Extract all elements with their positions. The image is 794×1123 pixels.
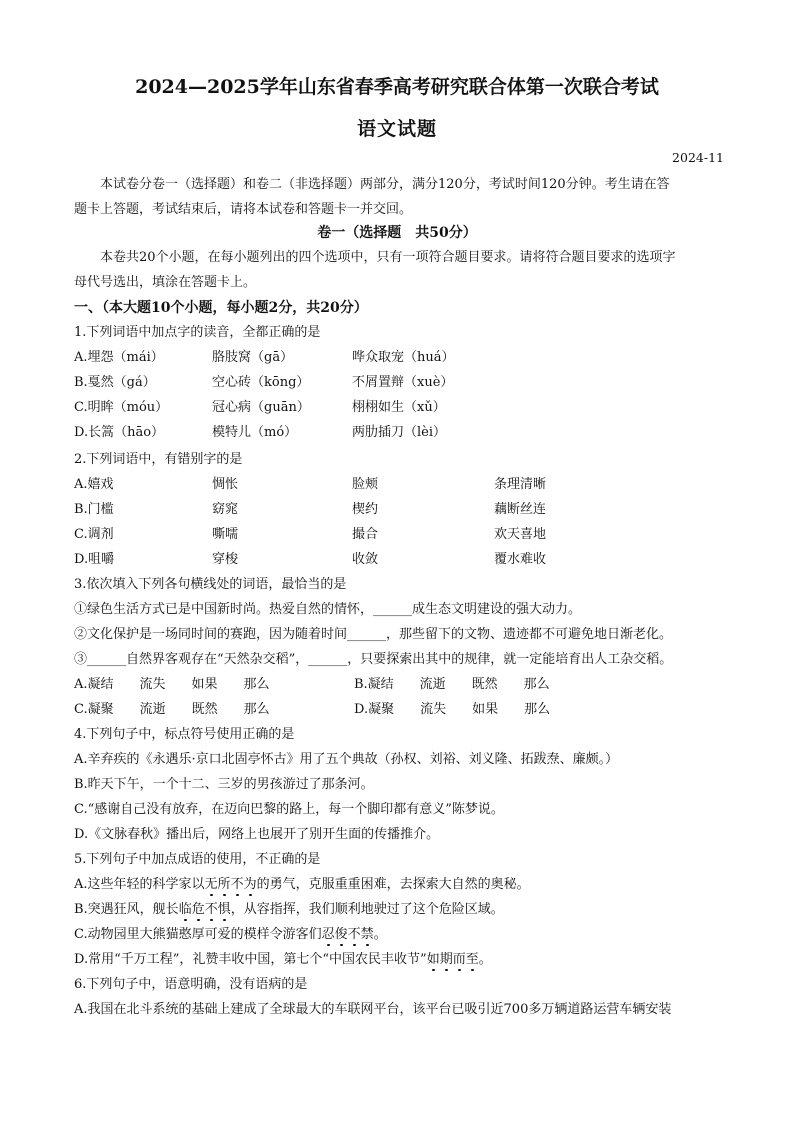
q4-option-b: B.昨天下午，一个十二、三岁的男孩游过了那条河。 xyxy=(74,777,374,792)
exam-date: 2024-11 xyxy=(672,150,724,165)
q2-d-4: 覆水难收 xyxy=(494,552,547,567)
emphasis-char: 忍 xyxy=(321,927,335,942)
q3-sentence-2: ②文化保护是一场同时间的赛跑，因为随着时间______，那些留下的文物、遗迹都不可避免地日渐老化。 xyxy=(74,627,673,642)
q5-option-d xyxy=(74,952,492,968)
emphasis-char: 临 xyxy=(178,902,192,917)
q1-b-3: 不屑置辩（xuè） xyxy=(352,375,454,390)
emphasis-char: 不 xyxy=(230,877,244,892)
q4-stem: 4.下列句子中，标点符号使用正确的是 xyxy=(74,727,295,742)
emphasis-char: 如 xyxy=(426,952,440,967)
q1-a-3: 哗众取宠（huá） xyxy=(352,350,455,365)
emphasis-char: 所 xyxy=(217,877,231,892)
q2-b-1: B.门槛 xyxy=(74,502,114,517)
section1-heading: 一、（本大题10个小题，每小题2分，共20分） xyxy=(74,300,368,316)
q5-d-idiom xyxy=(427,952,479,967)
q3-option-a: A.凝结 流失 如果 那么 xyxy=(74,677,270,692)
q1-c-3: 栩栩如生（xǔ） xyxy=(352,400,446,415)
emphasis-char: 不 xyxy=(347,927,361,942)
q5-option-b xyxy=(74,902,504,918)
q1-b-2: 空心砖（kōng） xyxy=(212,375,310,390)
q6-option-a: A.我国在北斗系统的基础上建成了全球最大的车联网平台，该平台已吸引近700多万辆道路运营车辆安装 xyxy=(74,1002,672,1017)
emphasis-char: 而 xyxy=(452,952,466,967)
q5-c-pre: C.动物园里大熊猫憨厚可爱的模样令游客们 xyxy=(74,927,322,942)
q3-sentence-3: ③______自然界客观存在“天然杂交稻”，______，只要探索出其中的规律，就一定能培育出人工杂交稻。 xyxy=(74,652,673,667)
q2-c-3: 撮合 xyxy=(352,527,379,542)
q2-d-1: D.咀嚼 xyxy=(74,552,115,567)
emphasis-char: 期 xyxy=(439,952,453,967)
q2-a-1: A.嬉戏 xyxy=(74,477,114,492)
exam-subtitle: 语文试题 xyxy=(356,118,437,140)
emphasis-char: 至 xyxy=(465,952,479,967)
q1-a-2: 胳肢窝（gā） xyxy=(212,350,294,365)
q2-a-2: 惆怅 xyxy=(212,477,239,492)
q2-d-2: 穿梭 xyxy=(212,552,239,567)
emphasis-char: 惧 xyxy=(217,902,231,917)
q5-a-pre: A.这些年轻的科学家以 xyxy=(74,877,205,892)
q4-option-c: C.“感谢自己没有放弃，在迈向巴黎的路上，每一个脚印都有意义”陈梦说。 xyxy=(74,802,504,817)
intro-line-2: 题卡上答题，考试结束后，请将本试卷和答题卡一并交回。 xyxy=(74,202,413,217)
q3-stem: 3.依次填入下列各句横线处的词语，最恰当的是 xyxy=(74,577,347,592)
part1-heading: 卷一（选择题 共50分） xyxy=(317,225,477,241)
q1-d-2: 模特儿（mó） xyxy=(212,425,298,440)
q2-d-3: 收敛 xyxy=(352,552,379,567)
q1-a-1: A.埋怨（mái） xyxy=(74,350,164,365)
q5-c-post: 。 xyxy=(373,927,387,942)
q1-d-3: 两肋插刀（lèi） xyxy=(352,425,447,440)
q1-b-1: B.戛然（gá） xyxy=(74,375,156,390)
q5-a-post: 的勇气，克服重重困难，去探索大自然的奥秘。 xyxy=(256,877,530,892)
q5-d-post: 。 xyxy=(478,952,492,967)
part1-line-1: 本卷共20个小题，在每小题列出的四个选项中，只有一项符合题目要求。请将符合题目要求的选项字 xyxy=(100,250,676,265)
q4-option-d: D.《文脉春秋》播出后，网络上也展开了别开生面的传播推介。 xyxy=(74,827,440,842)
emphasis-char: 危 xyxy=(191,902,205,917)
q5-a-idiom xyxy=(205,877,257,892)
q2-b-3: 楔约 xyxy=(352,502,379,517)
emphasis-char: 禁 xyxy=(360,927,374,942)
q2-c-1: C.调剂 xyxy=(74,527,114,542)
q5-stem: 5.下列句子中加点成语的使用，不正确的是 xyxy=(74,852,321,867)
intro-line-1: 本试卷分卷一（选择题）和卷二（非选择题）两部分，满分120分，考试时间120分钟。考生请在答 xyxy=(100,177,670,192)
q5-option-c xyxy=(74,927,387,943)
q2-b-2: 窈窕 xyxy=(212,502,239,517)
q1-c-2: 冠心病（guān） xyxy=(212,400,310,415)
q5-d-pre: D.常用“千万工程”，礼赞丰收中国，第七个“中国农民丰收节” xyxy=(74,952,427,967)
emphasis-char: 无 xyxy=(204,877,218,892)
q6-stem: 6.下列句子中，语意明确，没有语病的是 xyxy=(74,977,308,992)
q1-stem: 1.下列词语中加点字的读音，全都正确的是 xyxy=(74,325,321,340)
q2-b-4: 藕断丝连 xyxy=(494,502,547,517)
q2-a-3: 脸颊 xyxy=(352,477,379,492)
emphasis-char: 俊 xyxy=(334,927,348,942)
q5-b-idiom xyxy=(179,902,231,917)
q3-option-d: D.凝聚 流失 如果 那么 xyxy=(354,702,551,717)
q2-stem: 2.下列词语中，有错别字的是 xyxy=(74,452,243,467)
q5-b-post: ，从容指挥，我们顺利地驶过了这个危险区域。 xyxy=(230,902,504,917)
q2-a-4: 条理清晰 xyxy=(494,477,547,492)
q1-d-1: D.长篙（hāo） xyxy=(74,425,165,440)
q3-option-b: B.凝结 流逝 既然 那么 xyxy=(354,677,550,692)
q3-option-c: C.凝聚 流逝 既然 那么 xyxy=(74,702,270,717)
part1-line-2: 母代号选出，填涂在答题卡上。 xyxy=(74,275,257,290)
q1-c-1: C.明眸（móu） xyxy=(74,400,169,415)
q2-c-4: 欢天喜地 xyxy=(494,527,547,542)
exam-title: 2024—2025学年山东省春季高考研究联合体第一次联合考试 xyxy=(135,76,659,98)
q5-c-idiom xyxy=(322,927,374,942)
q4-option-a: A.辛弃疾的《永遇乐·京口北固亭怀古》用了五个典故（孙权、刘裕、刘义隆、拓跋焘、廉颇。） xyxy=(74,752,619,767)
emphasis-char: 为 xyxy=(243,877,257,892)
q2-c-2: 嘶嚅 xyxy=(212,527,239,542)
emphasis-char: 不 xyxy=(204,902,218,917)
q5-option-a xyxy=(74,877,530,893)
q5-b-pre: B.突遇狂风，舰长 xyxy=(74,902,179,917)
q3-sentence-1: ①绿色生活方式已是中国新时尚。热爱自然的情怀，______成生态文明建设的强大动力。 xyxy=(74,602,582,617)
